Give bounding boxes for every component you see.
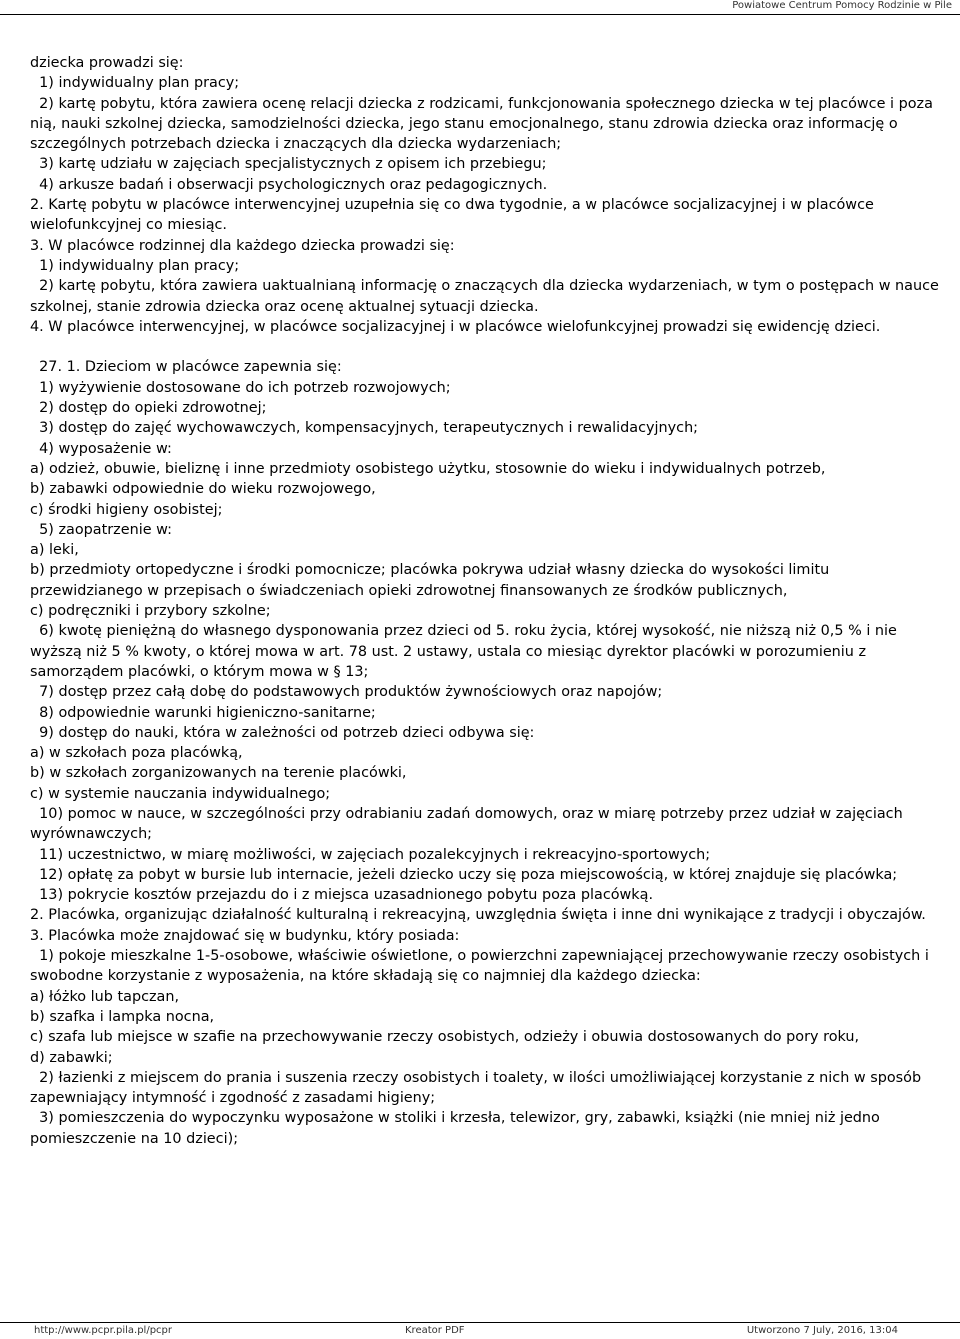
paragraph: c) środki higieny osobistej; [30, 501, 223, 518]
paragraph: 3) pomieszczenia do wypoczynku wyposażone w stoliki i krzesła, telewizor, gry, zabawki, książki (nie mniej niż jedno pomieszczenie na 10 dzieci); [30, 1110, 880, 1147]
paragraph: b) w szkołach zorganizowanych na terenie placówki, [30, 765, 407, 782]
header-title: Powiatowe Centrum Pomocy Rodzinie w Pile [732, 0, 952, 11]
footer-creator: Kreator PDF [405, 1325, 465, 1336]
paragraph: 1) pokoje mieszkalne 1-5-osobowe, właściwie oświetlone, o powierzchni zapewniającej przechowywanie rzeczy osobistych i swobodne korzystanie z wyposażenia, na które składają się co najmniej dla każdego dziecka: [30, 948, 929, 985]
paragraph: 1) wyżywienie dostosowane do ich potrzeb rozwojowych; [30, 379, 451, 396]
paragraph: 3. W placówce rodzinnej dla każdego dziecka prowadzi się: [30, 237, 455, 254]
paragraph: 2. Kartę pobytu w placówce interwencyjnej uzupełnia się co dwa tygodnie, a w placówce socjalizacyjnej i w placówce wielofunkcyjnej co miesiąc. [30, 197, 874, 234]
paragraph: 1) indywidualny plan pracy; [30, 257, 240, 274]
paragraph: 4) wyposażenie w: [30, 440, 172, 457]
paragraph: 27. 1. Dzieciom w placówce zapewnia się: [30, 359, 342, 376]
paragraph: b) szafka i lampka nocna, [30, 1008, 215, 1025]
paragraph: 10) pomoc w nauce, w szczególności przy odrabianiu zadań domowych, oraz w miarę potrzeby przez udział w zajęciach wyrównawczych; [30, 805, 903, 843]
paragraph: 6) kwotę pieniężną do własnego dysponowania przez dzieci od 5. roku życia, której wysokość, nie niższą niż 0,5 % i nie wyższą niż 5 % kwoty, o której mowa w art. 78 ust. 2 ustawy, ustala co miesiąc dyrektor placówki w porozumieniu z samorządem placówki, o którym mowa w § 13; [30, 623, 897, 680]
paragraph: 3) kartę udziału w zajęciach specjalistycznych z opisem ich przebiegu; [30, 156, 547, 173]
paragraph: a) leki, [30, 542, 79, 559]
paragraph: 3) dostęp do zajęć wychowawczych, kompensacyjnych, terapeutycznych i rewalidacyjnych; [30, 420, 699, 437]
paragraph: a) odzież, obuwie, bieliznę i inne przedmioty osobistego użytku, stosownie do wieku i indywidualnych potrzeb, [30, 460, 826, 477]
footer-created-date: Utworzono 7 July, 2016, 13:04 [746, 1325, 898, 1336]
paragraph: 2) dostęp do opieki zdrowotnej; [30, 400, 267, 417]
paragraph: b) zabawki odpowiednie do wieku rozwojowego, [30, 481, 376, 498]
paragraph: 9) dostęp do nauki, która w zależności od potrzeb dzieci odbywa się: [30, 724, 535, 741]
paragraph-spacer [30, 337, 940, 357]
footer-url-link[interactable]: http://www.pcpr.pila.pl/pcpr [34, 1325, 173, 1336]
paragraph: 4) arkusze badań i obserwacji psychologicznych oraz pedagogicznych. [30, 176, 548, 193]
paragraph: 2) kartę pobytu, która zawiera uaktualnianą informację o znaczących dla dziecka wydarzeniach, w tym o postępach w nauce szkolnej, stanie zdrowia dziecka oraz ocenę aktualnej sytuacji dziecka. [30, 278, 939, 315]
paragraph: 11) uczestnictwo, w miarę możliwości, w zajęciach pozalekcyjnych i rekreacyjno-sportowych; [30, 846, 711, 863]
paragraph: d) zabawki; [30, 1049, 113, 1066]
paragraph: c) podręczniki i przybory szkolne; [30, 603, 271, 620]
paragraph: 5) zaopatrzenie w: [30, 521, 172, 538]
paragraph: 2. Placówka, organizując działalność kulturalną i rekreacyjną, uwzględnia święta i inne dni wynikające z tradycji i obyczajów. [30, 907, 926, 924]
paragraph: c) w systemie nauczania indywidualnego; [30, 785, 331, 802]
paragraph: 13) pokrycie kosztów przejazdu do i z miejsca uzasadnionego pobytu poza placówką. [30, 887, 654, 904]
paragraph: 12) opłatę za pobyt w bursie lub internacie, jeżeli dziecko uczy się poza miejscowością, w której znajduje się placówka; [30, 866, 898, 883]
paragraph: 2) łazienki z miejscem do prania i suszenia rzeczy osobistych i toalety, w ilości umożliwiającej korzystanie z nich w sposób zapewniający intymność i zgodność z zasadami higieny; [30, 1069, 922, 1107]
paragraph: a) w szkołach poza placówką, [30, 745, 243, 762]
paragraph: 4. W placówce interwencyjnej, w placówce socjalizacyjnej i w placówce wielofunkcyjnej prowadzi się ewidencję dzieci. [30, 318, 881, 335]
paragraph: b) przedmioty ortopedyczne i środki pomocnicze; placówka pokrywa udział własny dziecka do wysokości limitu przewidzianego w przepisach o świadczeniach opieki zdrowotnej finansowanych ze środków publicznych, [30, 562, 830, 599]
paragraph: c) szafa lub miejsce w szafie na przechowywanie rzeczy osobistych, odzieży i obuwia dostosowanych do pory roku, [30, 1029, 860, 1046]
paragraph: 2) kartę pobytu, która zawiera ocenę relacji dziecka z rodzicami, funkcjonowania społecznego dziecka w tej placówce i poza nią, nauki szkolnej dziecka, samodzielności dziecka, jego stanu emocjonalnego, stanu zdrowia dziecka oraz informację o szczególnych potrzebach dziecka i znaczących dla dziecka wydarzeniach; [30, 95, 933, 153]
paragraph: 8) odpowiednie warunki higieniczno-sanitarne; [30, 704, 376, 721]
paragraph: 7) dostęp przez całą dobę do podstawowych produktów żywnościowych oraz napojów; [30, 684, 663, 701]
document-body [30, 53, 940, 1149]
paragraph: 1) indywidualny plan pracy; [30, 75, 240, 92]
paragraph: 3. Placówka może znajdować się w budynku, który posiada: [30, 927, 460, 944]
paragraph: a) łóżko lub tapczan, [30, 988, 180, 1005]
paragraph: dziecka prowadzi się: [30, 55, 184, 71]
page-header [0, 0, 960, 15]
page-footer [0, 1322, 960, 1339]
